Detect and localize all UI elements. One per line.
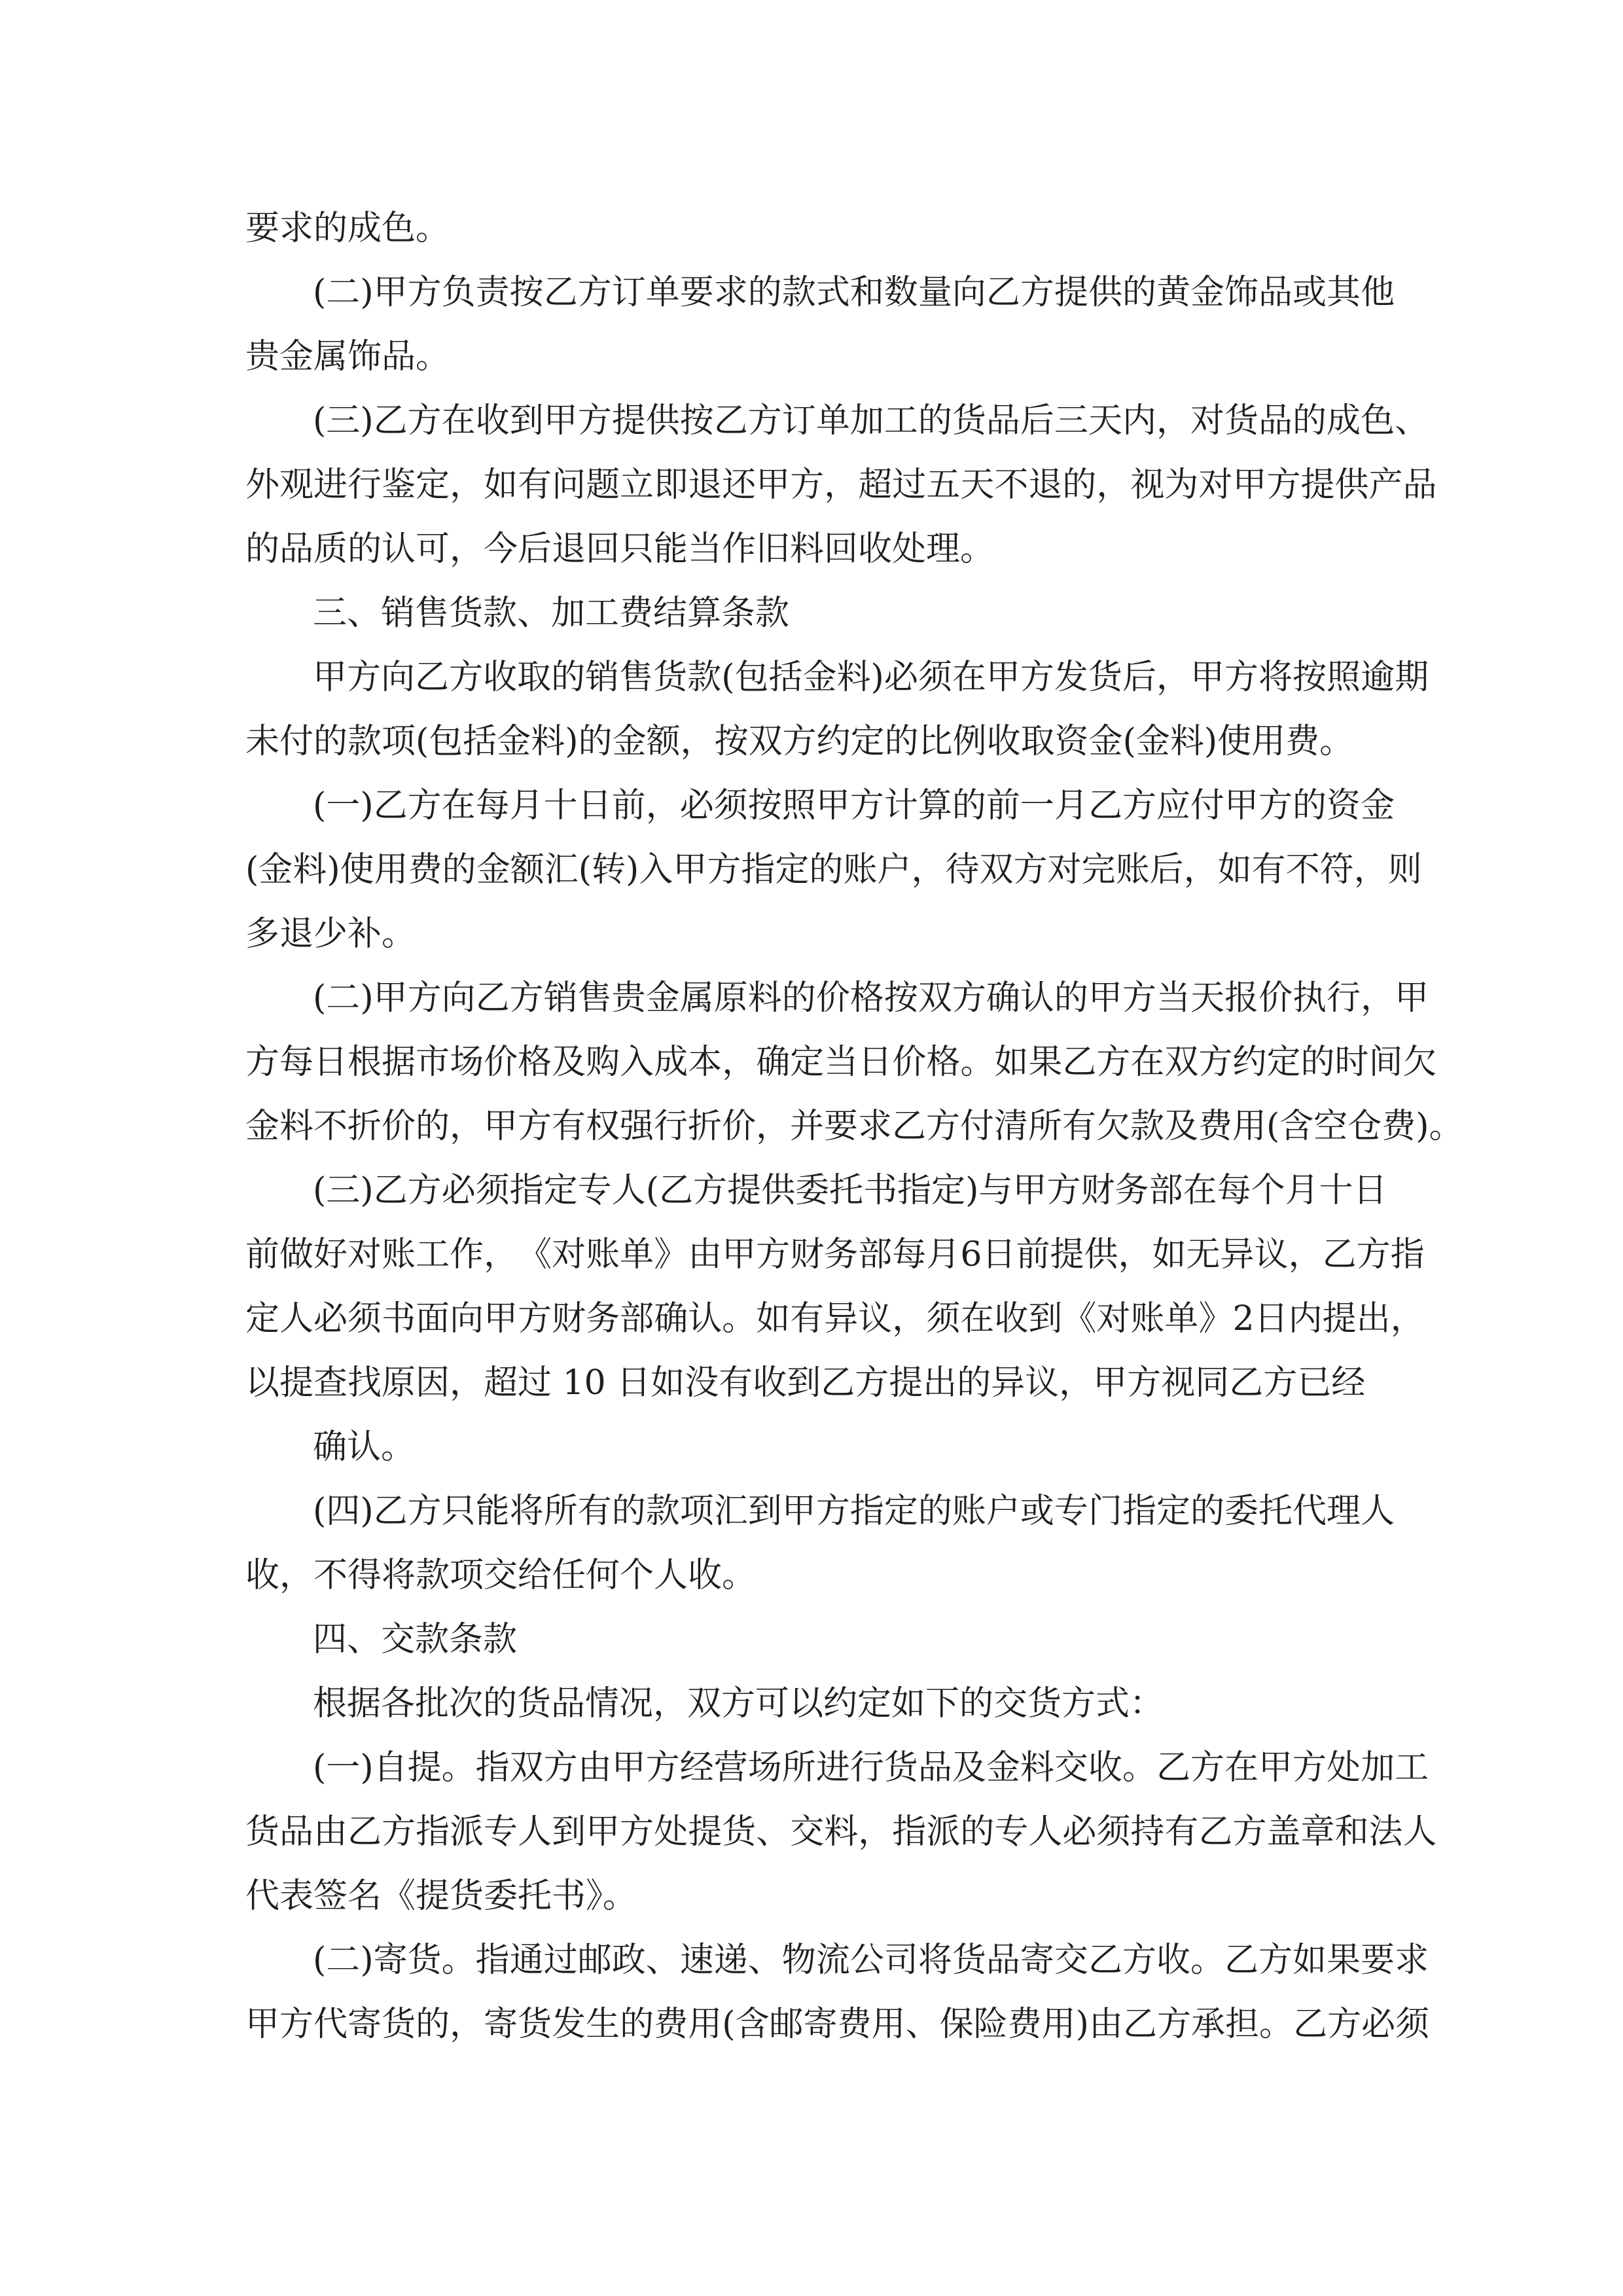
text-line: ( 三 ) 乙 方 必 须 指 定 专 人 ( 乙 方 提 供 委 托 书 指 定 ) 与 甲 方 财 务 部 在 每 个 月 十 日 — [313, 1171, 1387, 1210]
text-line: ( 一 ) 自 提 。 指 双 方 由 甲 方 经 营 场 所 进 行 货 品 及 金 料 交 收 。 乙 方 在 甲 方 处 加 工 — [313, 1748, 1429, 1787]
text-line: 根据各批次的货品情况，双方可以约定如下的交货方式： — [313, 1684, 1164, 1723]
document-body — [245, 196, 1463, 2056]
text-line: 金料不折价的，甲方有权强行折价，并要求乙方付清所有欠款及费用(含空仓费)。 — [245, 1107, 1463, 1146]
text-line: 多退少补。 — [245, 914, 416, 954]
text-line: 要求的成色。 — [245, 209, 450, 248]
text-line: 甲 方 向 乙 方 收 取 的 销 售 货 款 ( 包 括 金 料 ) 必 须 在 甲 方 发 货 后 ， 甲 方 将 按 照 逾 期 — [313, 658, 1429, 697]
text-line: ( 二 ) 甲 方 负 责 按 乙 方 订 单 要 求 的 款 式 和 数 量 向 乙 方 提 供 的 黄 金 饰 品 或 其 他 — [313, 273, 1395, 312]
text-line: 未付的款项(包括金料)的金额，按双方约定的比例收取资金(金料)使用费。 — [245, 722, 1354, 761]
text-line: 定 人 必 须 书 面 向 甲 方 财 务 部 确 认 。 如 有 异 议 ， 须 在 收 到 《 对 账 单 》 2 日 内 提 出 ， — [245, 1299, 1425, 1338]
text-line: ( 四 ) 乙 方 只 能 将 所 有 的 款 项 汇 到 甲 方 指 定 的 账 户 或 专 门 指 定 的 委 托 代 理 人 — [313, 1492, 1395, 1531]
text-line: 外 观 进 行 鉴 定 ， 如 有 问 题 立 即 退 还 甲 方 ， 超 过 五 天 不 退 的 ， 视 为 对 甲 方 提 供 产 品 — [245, 465, 1437, 505]
text-line: 的品质的认可，今后退回只能当作旧料回收处理。 — [245, 529, 995, 569]
text-line: 甲 方 代 寄 货 的 ， 寄 货 发 生 的 费 用 ( 含 邮 寄 费 用 、 保 险 费 用 ) 由 乙 方 承 担 。 乙 方 必 须 — [245, 2005, 1430, 2044]
text-line: ( 一 ) 乙 方 在 每 月 十 日 前 ， 必 须 按 照 甲 方 计 算 的 前 一 月 乙 方 应 付 甲 方 的 资 金 — [313, 786, 1395, 825]
text-line: ( 金 料 ) 使 用 费 的 金 额 汇 ( 转 ) 入 甲 方 指 定 的 账 户 ， 待 双 方 对 完 账 后 ， 如 有 不 符 ， 则 — [245, 850, 1422, 889]
text-line: ( 二 ) 寄 货 。 指 通 过 邮 政 、 速 递 、 物 流 公 司 将 货 品 寄 交 乙 方 收 。 乙 方 如 果 要 求 — [313, 1941, 1429, 1980]
text-line: ( 二 ) 甲 方 向 乙 方 销 售 贵 金 属 原 料 的 价 格 按 双 方 确 认 的 甲 方 当 天 报 价 执 行 ， 甲 — [313, 978, 1429, 1018]
text-line: 四、交款条款 — [313, 1620, 518, 1659]
text-line: ( 三 ) 乙 方 在 收 到 甲 方 提 供 按 乙 方 订 单 加 工 的 货 品 后 三 天 内 ， 对 货 品 的 成 色 、 — [313, 401, 1429, 440]
text-line: 货 品 由 乙 方 指 派 专 人 到 甲 方 处 提 货 、 交 料 ， 指 派 的 专 人 必 须 持 有 乙 方 盖 章 和 法 人 — [245, 1812, 1437, 1852]
text-line: 以提查找原因，超过 10 日如没有收到乙方提出的异议，甲方视同乙方已经 — [245, 1363, 1366, 1403]
text-line: 方 每 日 根 据 市 场 价 格 及 购 入 成 本 ， 确 定 当 日 价 格 。 如 果 乙 方 在 双 方 约 定 的 时 间 欠 — [245, 1043, 1437, 1082]
text-line: 收，不得将款项交给任何个人收。 — [245, 1556, 757, 1595]
text-line: 贵金属饰品。 — [245, 337, 450, 376]
text-line: 前 做 好 对 账 工 作 ， 《 对 账 单 》 由 甲 方 财 务 部 每 月 6 日 前 提 供 ， 如 无 异 议 ， 乙 方 指 — [245, 1235, 1425, 1274]
text-line: 代表签名《提货委托书》。 — [245, 1876, 637, 1916]
text-line: 三、销售货款、加工费结算条款 — [313, 594, 790, 633]
text-line: 确认。 — [313, 1427, 416, 1467]
